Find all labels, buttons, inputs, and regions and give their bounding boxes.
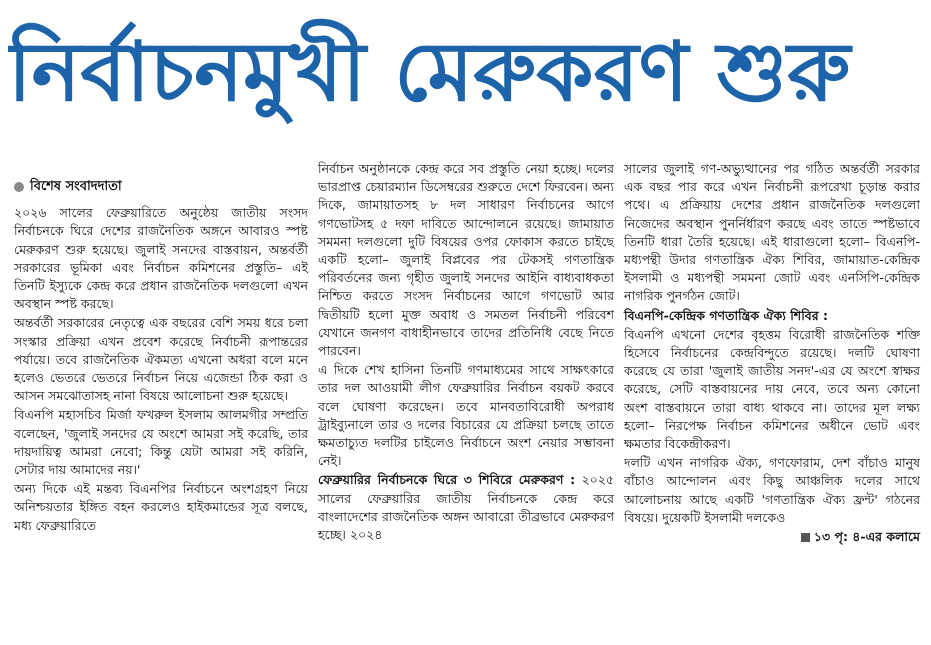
- paragraph: নির্বাচন অনুষ্ঠানকে কেন্দ্র করে সব প্রস্তুতি নেয়া হচ্ছে। দলের ভারপ্রাপ্ত চেয়ারম্যান ডিসেম্বরের শুরুতে দেশে ফিরবেন। অন্য দিকে, জামায়াতসহ ৮ দল সাধারণ নির্বাচনের আগে গণভোটসহ ৫ দফা দাবিতে আন্দোলনে রয়েছে। জামায়াত সমমনা দলগুলো দুটি বিষয়ের ওপর ফোকাস করতে চাইছে একটি হলো– জুলাই বিপ্লবের পর টেকসই গণতান্ত্রিক পরিবর্তনের জন্য গৃহীত জুলাই সনদের আইনি বাধ্যবাধকতা নিশ্চিত করতে সংসদ নির্বাচনের আগে গণভোট আর দ্বিতীয়টি হলো মুক্ত অবাধ ও সমতল নির্বাচনী পরিবেশ যেখানে জনগণ বাধাহীনভাবে তাদের প্রতিনিধি বেছে নিতে পারবেন।: [318, 161, 614, 359]
- subheading: ফেব্রুয়ারির নির্বাচনকে ঘিরে ৩ শিবিরে মেরুকরণ :: [318, 472, 576, 488]
- continuation-reference: [624, 528, 920, 546]
- paragraph: বিএনপি এখনো দেশের বৃহত্তম বিরোধী রাজনৈতিক শক্তি হিসেবে নির্বাচনের কেন্দ্রবিন্দুতে রয়েছে। দলটি ঘোষণা করেছে যে তারা 'জুলাই জাতীয় সনদ'-এর যে অংশে স্বাক্ষর করেছে, সেটি বাস্তবায়নের দায় নেবে, তবে অন্য কোনো অংশ বাস্তবায়নে তারা বাধ্য থাকবে না। তাদের মূল লক্ষ্য হলো– নিরপেক্ষ নির্বাচন কমিশনের অধীনে ভোট এবং ক্ষমতার বিকেন্দ্রীকরণ।: [624, 326, 920, 452]
- square-bullet-icon: [801, 533, 810, 542]
- byline-text: বিশেষ সংবাদদাতা: [30, 179, 122, 194]
- paragraph: এ দিকে শেখ হাসিনা তিনটি গণমাধ্যমের সাথে সাক্ষৎকারে তার দল আওয়ামী লীগ ফেব্রুয়ারির নির্বাচন বয়কট করবে বলে ঘোষণা করেছেন। তবে মানবতাবিরোধী অপরাধ ট্রাইব্যুনালে তার ও দলের বিচারের যে প্রক্রিয়া চলছে তাতে ক্ষমতাচ্যুত দলটির চাইলেও নির্বাচনে অংশ নেয়ার সম্ভাবনা নেই।: [318, 362, 614, 469]
- column-2: [318, 160, 614, 545]
- column-3: [624, 160, 920, 547]
- headline-area: [0, 0, 931, 150]
- paragraph: ২০২৬ সালের ফেব্রুয়ারিতে অনুষ্ঠেয় জাতীয় সংসদ নির্বাচনকে ঘিরে দেশের রাজনৈতিক অঙ্গনে আবারও স্পষ্ট মেরুকরণ শুরু হয়েছে। জুলাই সনদের বাস্তবায়ন, অন্তর্বর্তী সরকারের ভূমিকা এবং নির্বাচন কমিশনের প্রস্তুতি– এই তিনটি ইস্যুকে কেন্দ্র করে প্রধান রাজনৈতিক দলগুলো এখন অবস্থান স্পষ্ট করছে।: [14, 205, 308, 312]
- bullet-dot-icon: [14, 182, 24, 192]
- paragraph: অন্তর্বর্তী সরকারের নেতৃত্বে এক বছরের বেশি সময় ধরে চলা সংস্কার প্রক্রিয়া এখন প্রবেশ করেছে নির্বাচনী রূপান্তরের পর্যায়ে। তবে রাজনৈতিক ঐকমত্য এখনো অধরা বলে মনে হলেও ভেতরে ভেতরে নির্বাচন নিয়ে এজেন্ডা ঠিক করা ও আসন সমঝোতাসহ নানা বিষয়ে আলোচনা শুরু হয়েছে।: [14, 315, 308, 404]
- paragraph: দলটি এখন নাগরিক ঐক্য, গণফোরাম, দেশ বাঁচাও মানুষ বাঁচাও আন্দোলন এবং কিছু আঞ্চলিক দলের সাথে আলোচনায় আছে একটি 'গণতান্ত্রিক ঐক্য ফ্রন্ট' গঠনের বিষয়ে। দুয়েকটি ইসলামী দলকেও: [624, 455, 920, 525]
- column-1: [14, 178, 308, 536]
- paragraph: বিএনপি মহাসচিব মির্জা ফখরুল ইসলাম আলমগীর সম্প্রতি বলেছেন, 'জুলাই সনদের যে অংশে আমরা সই করেছি, তার দায়দায়িত্ব আমরা নেবো; কিন্তু যেটা আমরা সই করিনি, সেটার দায় আমাদের নয়।': [14, 407, 308, 478]
- byline: [14, 178, 308, 196]
- paragraph-with-subhead: [318, 471, 614, 544]
- paragraph-text: ২০২৫ সালের ফেব্রুয়ারির জাতীয় নির্বাচনকে কেন্দ্র করে বাংলাদেশের রাজনৈতিক অঙ্গন আবারো তীব্রভাবে মেরুকরণ হচ্ছে। ২০২৪: [318, 472, 614, 543]
- subheading: বিএনপি-কেন্দ্রিক গণতান্ত্রিক ঐক্য শিবির :: [624, 307, 828, 323]
- paragraph: অন্য দিকে এই মন্তব্য বিএনপির নির্বাচনে অংশগ্রহণ নিয়ে অনিশ্চয়তার ইঙ্গিত বহন করলেও হাইকমান্ডের সূত্র বলছে, মধ্য ফেব্রুয়ারিতে: [14, 481, 308, 533]
- continuation-text: ১৩ পৃ: ৪-এর কলামে: [813, 529, 920, 545]
- headline: নির্বাচনমুখী মেরুকরণ শুরু: [8, 25, 851, 120]
- paragraph: সালের জুলাই গণ-অভ্যুত্থানের পর গঠিত অন্তর্বর্তী সরকার এক বছর পার করে এখন নির্বাচনী রূপরেখা চূড়ান্ত করার পথে। এ প্রক্রিয়ায় দেশের প্রধান রাজনৈতিক দলগুলো নিজেদের অবস্থান পুনর্নির্ধারণ করছে এবং তাতে স্পষ্টভাবে তিনটি ধারা তৈরি হয়েছে। এই ধারাগুলো হলো– বিএনপি-মধ্যপন্থী উদার গণতান্ত্রিক ঐক্য শিবির, জামায়াত-কেন্দ্রিক ইসলামী ও মধ্যপন্থী সমমনা জোট এবং এনসিপি-কেন্দ্রিক নাগরিক পুনর্গঠন জোট।: [624, 161, 920, 304]
